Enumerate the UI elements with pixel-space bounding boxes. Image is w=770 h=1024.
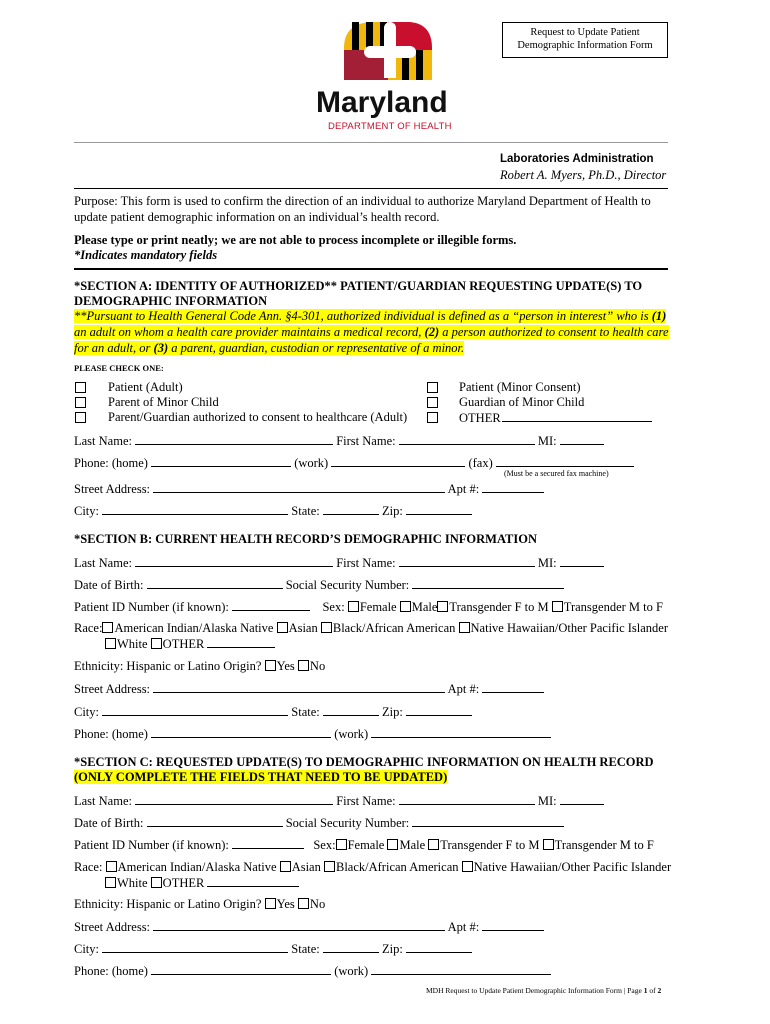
a-state-input[interactable] — [323, 503, 379, 515]
b-pid-input[interactable] — [232, 599, 310, 611]
c-race-hawaiian-checkbox[interactable] — [462, 861, 473, 872]
b-race-asian-checkbox[interactable] — [277, 622, 288, 633]
c-phone-row: Phone: (home) (work) — [74, 963, 551, 979]
b-race-other-input[interactable] — [207, 636, 275, 648]
b-ethnicity-no-checkbox[interactable] — [298, 660, 309, 671]
c-sex-m-to-f-checkbox[interactable] — [543, 839, 554, 850]
b-ssn-input[interactable] — [412, 577, 564, 589]
c-race-row: Race: American Indian/Alaska Native Asian Black/African American Native Hawaiian/Other Pacific Islander — [74, 860, 672, 874]
c-dob-input[interactable] — [147, 815, 283, 827]
c-street-input[interactable] — [153, 919, 445, 931]
checkbox-other[interactable] — [427, 412, 438, 423]
b-dob-input[interactable] — [147, 577, 283, 589]
c-ethnicity-yes-checkbox[interactable] — [265, 898, 276, 909]
section-b-title: *SECTION B: CURRENT HEALTH RECORD’S DEMOGRAPHIC INFORMATION — [74, 532, 538, 546]
c-apt-input[interactable] — [482, 919, 544, 931]
c-street-row: Street Address: Apt #: — [74, 919, 544, 935]
a-city-row: City: State: Zip: — [74, 503, 472, 519]
b-street-input[interactable] — [153, 681, 445, 693]
c-mi-input[interactable] — [560, 793, 604, 805]
logo-subtitle: DEPARTMENT OF HEALTH — [328, 121, 452, 132]
form-title-box — [502, 22, 668, 58]
b-phone-work-input[interactable] — [371, 726, 551, 738]
a-street-input[interactable] — [153, 481, 445, 493]
b-sex-m-to-f-checkbox[interactable] — [552, 601, 563, 612]
b-dob-row: Date of Birth: Social Security Number: — [74, 577, 564, 593]
c-race-other-input[interactable] — [207, 875, 299, 887]
c-pid-input[interactable] — [232, 837, 304, 849]
c-ethnicity-no-checkbox[interactable] — [298, 898, 309, 909]
b-race-black-checkbox[interactable] — [321, 622, 332, 633]
c-sex-f-to-m-checkbox[interactable] — [428, 839, 439, 850]
section-c-title1: *SECTION C: REQUESTED UPDATE(S) TO DEMOGRAPHIC INFORMATION ON HEALTH RECORD — [74, 755, 654, 769]
logo-name: Maryland — [316, 86, 448, 119]
form-title-line1: Request to Update Patient — [530, 27, 640, 38]
form-title-line2: Demographic Information Form — [517, 40, 653, 51]
b-first-name-input[interactable] — [399, 555, 535, 567]
b-ethnicity-yes-checkbox[interactable] — [265, 660, 276, 671]
checkbox-patient-adult[interactable] — [75, 382, 86, 393]
b-state-input[interactable] — [323, 704, 379, 716]
c-last-name-input[interactable] — [135, 793, 333, 805]
c-ethnicity-row: Ethnicity: Hispanic or Latino Origin? Yes No — [74, 897, 326, 911]
b-ethnicity-row: Ethnicity: Hispanic or Latino Origin? Yes No — [74, 659, 326, 673]
b-phone-home-input[interactable] — [151, 726, 331, 738]
option-parent-minor: Parent of Minor Child — [108, 395, 219, 409]
b-sex-female-checkbox[interactable] — [348, 601, 359, 612]
section-a-note-line1: **Pursuant to Health General Code Ann. §4-301, authorized individual is defined as a “person in interest” who is (1) — [74, 309, 667, 323]
c-race-white-checkbox[interactable] — [105, 877, 116, 888]
b-phone-row: Phone: (home) (work) — [74, 726, 551, 742]
a-mi-input[interactable] — [560, 433, 604, 445]
check-one-label: PLEASE CHECK ONE: — [74, 363, 164, 373]
a-fax-input[interactable] — [496, 455, 634, 467]
checkbox-parent-guardian-adult[interactable] — [75, 412, 86, 423]
purpose-line2: update patient demographic information on an individual’s health record. — [74, 210, 440, 224]
admin-name: Laboratories Administration — [500, 153, 654, 165]
section-a-title1: *SECTION A: IDENTITY OF AUTHORIZED** PATIENT/GUARDIAN REQUESTING UPDATE(S) TO — [74, 279, 643, 293]
c-dob-row: Date of Birth: Social Security Number: — [74, 815, 564, 831]
a-apt-input[interactable] — [482, 481, 544, 493]
section-a-note-line2: an adult on whom a health care provider maintains a medical record, (2) a person authorized to consent to health care — [74, 325, 669, 339]
c-sex-female-checkbox[interactable] — [336, 839, 347, 850]
option-parent-guardian-adult: Parent/Guardian authorized to consent to healthcare (Adult) — [108, 410, 408, 424]
a-street-row: Street Address: Apt #: — [74, 481, 544, 497]
b-sex-f-to-m-checkbox[interactable] — [437, 601, 448, 612]
c-zip-input[interactable] — [406, 941, 472, 953]
c-city-row: City: State: Zip: — [74, 941, 472, 957]
c-city-input[interactable] — [102, 941, 288, 953]
b-race-native-checkbox[interactable] — [102, 622, 113, 633]
a-phone-row: Phone: (home) (work) (fax) — [74, 455, 634, 471]
b-race-other-checkbox[interactable] — [151, 638, 162, 649]
c-race-black-checkbox[interactable] — [324, 861, 335, 872]
b-race-hawaiian-checkbox[interactable] — [459, 622, 470, 633]
b-race-row2: White OTHER — [105, 636, 275, 652]
option-patient-minor-consent: Patient (Minor Consent) — [459, 380, 581, 394]
header-divider — [74, 142, 668, 143]
footer-page-number: 1 — [643, 986, 648, 995]
b-city-input[interactable] — [102, 704, 288, 716]
checkbox-guardian-minor[interactable] — [427, 397, 438, 408]
c-phone-home-input[interactable] — [151, 963, 331, 975]
option-other-label: OTHER — [459, 410, 652, 426]
b-apt-input[interactable] — [482, 681, 544, 693]
b-street-row: Street Address: Apt #: — [74, 681, 544, 697]
director-name: Robert A. Myers, Ph.D., Director — [500, 168, 667, 182]
a-name-row: Last Name: First Name: MI: — [74, 433, 604, 449]
purpose-line1: Purpose: This form is used to confirm the direction of an individual to authorize Maryland Department of Health to — [74, 194, 651, 208]
checkbox-patient-minor-consent[interactable] — [427, 382, 438, 393]
b-city-row: City: State: Zip: — [74, 704, 472, 720]
other-input[interactable] — [502, 410, 652, 422]
c-name-row: Last Name: First Name: MI: — [74, 793, 604, 809]
c-ssn-input[interactable] — [412, 815, 564, 827]
maryland-flag-logo-icon — [340, 18, 436, 84]
footer-text: MDH Request to Update Patient Demographic Information Form | Page 1 of 2 — [426, 986, 662, 995]
c-first-name-input[interactable] — [399, 793, 535, 805]
footer-page-total: 2 — [657, 986, 662, 995]
a-first-name-input[interactable] — [399, 433, 535, 445]
c-pid-row: Patient ID Number (if known): Sex: Female Male Transgender F to M Transgender M to F — [74, 838, 654, 852]
section-a-title2: DEMOGRAPHIC INFORMATION — [74, 294, 268, 308]
intro-divider — [74, 188, 668, 189]
option-guardian-minor: Guardian of Minor Child — [459, 395, 585, 409]
fax-note: (Must be a secured fax machine) — [504, 469, 609, 478]
c-race-other-checkbox[interactable] — [151, 877, 162, 888]
a-last-name-input[interactable] — [135, 433, 333, 445]
mandatory-note: *Indicates mandatory fields — [74, 248, 218, 262]
section-a-divider — [74, 268, 668, 270]
section-c-title2: (ONLY COMPLETE THE FIELDS THAT NEED TO BE UPDATED) — [74, 770, 448, 784]
c-sex-male-checkbox[interactable] — [387, 839, 398, 850]
b-name-row: Last Name: First Name: MI: — [74, 555, 604, 571]
b-zip-input[interactable] — [406, 704, 472, 716]
b-race-row: Race: American Indian/Alaska Native Asian Black/African American Native Hawaiian/Other Pacific Islander — [74, 621, 669, 635]
a-phone-home-input[interactable] — [151, 455, 291, 467]
option-patient-adult: Patient (Adult) — [108, 380, 183, 394]
c-race-row2: White OTHER — [105, 875, 299, 891]
section-a-note-line3: for an adult, or (3) a parent, guardian, custodian or representative of a minor. — [74, 341, 465, 355]
a-phone-work-input[interactable] — [331, 455, 465, 467]
checkbox-parent-minor[interactable] — [75, 397, 86, 408]
b-pid-row: Patient ID Number (if known): Sex: Female Male Transgender F to M Transgender M to F — [74, 600, 663, 614]
a-zip-input[interactable] — [406, 503, 472, 515]
b-sex-male-checkbox[interactable] — [400, 601, 411, 612]
c-state-input[interactable] — [323, 941, 379, 953]
b-mi-input[interactable] — [560, 555, 604, 567]
a-city-input[interactable] — [102, 503, 288, 515]
b-last-name-input[interactable] — [135, 555, 333, 567]
notice-text: Please type or print neatly; we are not able to process incomplete or illegible forms. — [74, 233, 517, 247]
c-race-native-checkbox[interactable] — [106, 861, 117, 872]
b-race-white-checkbox[interactable] — [105, 638, 116, 649]
c-race-asian-checkbox[interactable] — [280, 861, 291, 872]
c-phone-work-input[interactable] — [371, 963, 551, 975]
